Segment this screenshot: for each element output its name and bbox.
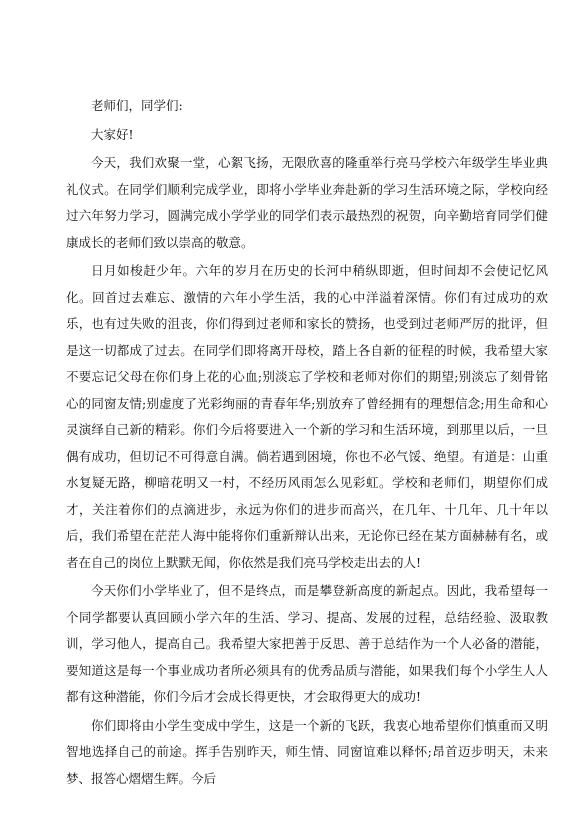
paragraph-memories: 日月如梭赶少年。六年的岁月在历史的长河中稍纵即逝，但时间却不会使记忆风化。回首过去难忘、激情的六年小学生活，我的心中洋溢着深情。你们有过成功的欢乐，也有过失败的沮丧，你们得到过老师和家长的赞扬，也受到过老师严厉的批评，但是这一切都成了过去。在同学们即将离开母校，踏上各自新的征程的时候，我希望大家不要忘记父母在你们身上花的心血;别淡忘了学校和老师对你们的期望;别淡忘了刻骨铭心的同窗友情;别虚度了光彩绚丽的青春年华;别放弃了曾经拥有的理想信念;用生命和心灵演绎自己新的精彩。你们今后将要进入一个新的学习和生活环境，到那里以后，一旦偶有成功，但切记不可得意自满。倘若遇到困境，你也不必气馁、绝望。有道是：山重水复疑无路，柳暗花明又一村，不经历风雨怎么见彩虹。学校和老师们，期望你们成才，关注着你们的点滴进步，永远为你们的进步而高兴，在几年、十几年、几十年以后，我们希望在茫茫人海中能将你们重新辩认出来，无论你已经在某方面赫赫有名，或者在自己的岗位上默默无闻，你依然是我们亮马学校走出去的人!: [66, 263, 548, 570]
greeting-line: 老师们，同学们:: [91, 98, 183, 113]
document-body: [66, 93, 548, 792]
paragraph-future: 你们即将由小学生变成中学生，这是一个新的飞跃，我衷心地希望你们慎重而又明智地选择自己的前途。挥手告别昨天，师生情、同窗谊难以释怀;昂首迈步明天，未来梦、报答心熠熠生辉。今后: [66, 717, 548, 786]
paragraph-new-start: 今天你们小学毕业了，但不是终点，而是攀登新高度的新起点。因此，我希望每一个同学都要认真回顾小学六年的生活、学习、提高、发展的过程，总结经验、汲取教训，学习他人，提高自己。我希望大家把善于反思、善于总结作为一个人必备的潜能，要知道这是每一个事业成功者所必须具有的优秀品质与潜能，如果我们每个小学生人人都有这种潜能，你们今后才会成长得更快，才会取得更大的成功!: [66, 583, 548, 704]
paragraph-opening: 今天，我们欢聚一堂，心絮飞扬，无限欣喜的隆重举行亮马学校六年级学生毕业典礼仪式。在同学们顺利完成学业，即将小学毕业奔赴新的学习生活环境之际，学校向经过六年努力学习，圆满完成小学学业的同学们表示最热烈的祝贺，向辛勤培育同学们健康成长的老师们致以崇高的敬意。: [66, 155, 548, 250]
salutation-line: 大家好!: [91, 126, 134, 142]
